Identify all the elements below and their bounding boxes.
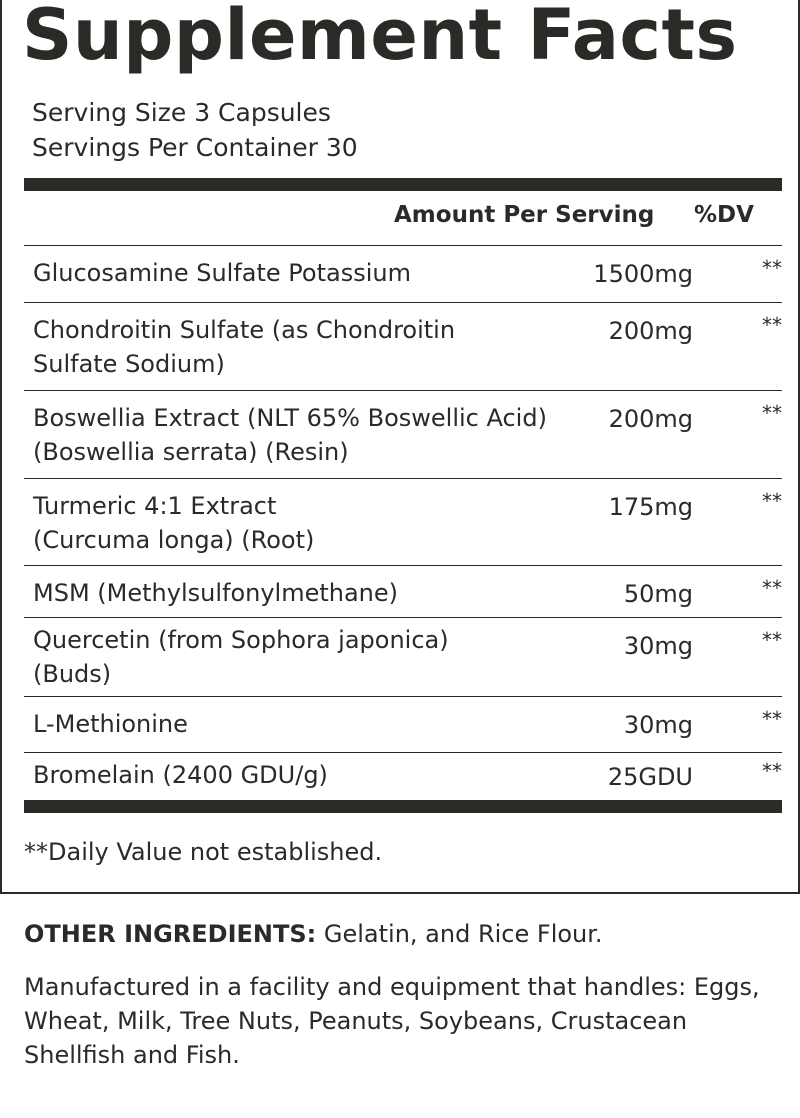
nutrient-dv: **: [762, 401, 782, 425]
nutrient-row: [24, 696, 782, 752]
nutrient-amount: 1500mg: [593, 260, 693, 288]
nutrient-row: [24, 752, 782, 800]
nutrient-amount: 200mg: [608, 317, 693, 345]
nutrient-dv: **: [762, 489, 782, 513]
nutrient-name: Chondroitin Sulfate (as Chondroitin Sulfate Sodium): [33, 316, 456, 378]
nutrient-row: [24, 565, 782, 617]
nutrient-dv: **: [762, 759, 782, 783]
amount-header: Amount Per Serving: [394, 202, 655, 228]
nutrient-amount: 30mg: [623, 632, 693, 660]
allergen-statement: Manufactured in a facility and equipment that handles: Eggs, Wheat, Milk, Tree Nuts, Peanuts, Soybeans, Crustacean Shellfish and Fish.: [24, 973, 760, 1069]
other-ingredients-label: OTHER INGREDIENTS:: [24, 920, 317, 948]
nutrient-row: [24, 245, 782, 302]
nutrient-row: [24, 617, 782, 696]
nutrient-amount: 30mg: [623, 711, 693, 739]
nutrient-amount: 25GDU: [607, 763, 693, 791]
nutrient-row: [24, 390, 782, 478]
panel-title: Supplement Facts: [22, 0, 738, 76]
nutrient-name: MSM (Methylsulfonylmethane): [33, 579, 399, 607]
nutrient-row: [24, 302, 782, 390]
footnote: **Daily Value not established.: [24, 838, 383, 866]
nutrient-row: [24, 478, 782, 565]
nutrient-dv: **: [762, 576, 782, 600]
servings-per-container: Servings Per Container 30: [32, 133, 358, 162]
nutrient-name: L-Methionine: [33, 710, 188, 738]
nutrient-amount: 50mg: [623, 580, 693, 608]
nutrient-name: Bromelain (2400 GDU/g): [33, 761, 328, 789]
other-ingredients-text: Gelatin, and Rice Flour.: [316, 920, 603, 948]
other-ingredients: [24, 920, 603, 948]
nutrient-amount: 200mg: [608, 405, 693, 433]
nutrient-name: Turmeric 4:1 Extract (Curcuma longa) (Root): [33, 492, 315, 554]
nutrient-name: Quercetin (from Sophora japonica) (Buds): [33, 626, 449, 688]
nutrient-dv: **: [762, 313, 782, 337]
nutrient-dv: **: [762, 707, 782, 731]
dv-header: %DV: [694, 202, 754, 228]
nutrient-dv: **: [762, 256, 782, 280]
nutrient-name: Boswellia Extract (NLT 65% Boswellic Acid) (Boswellia serrata) (Resin): [33, 404, 547, 466]
serving-size: Serving Size 3 Capsules: [32, 98, 331, 127]
nutrient-name: Glucosamine Sulfate Potassium: [33, 259, 411, 287]
nutrient-amount: 175mg: [608, 493, 693, 521]
thick-divider: [24, 178, 782, 191]
nutrient-dv: **: [762, 628, 782, 652]
thick-divider: [24, 800, 782, 813]
